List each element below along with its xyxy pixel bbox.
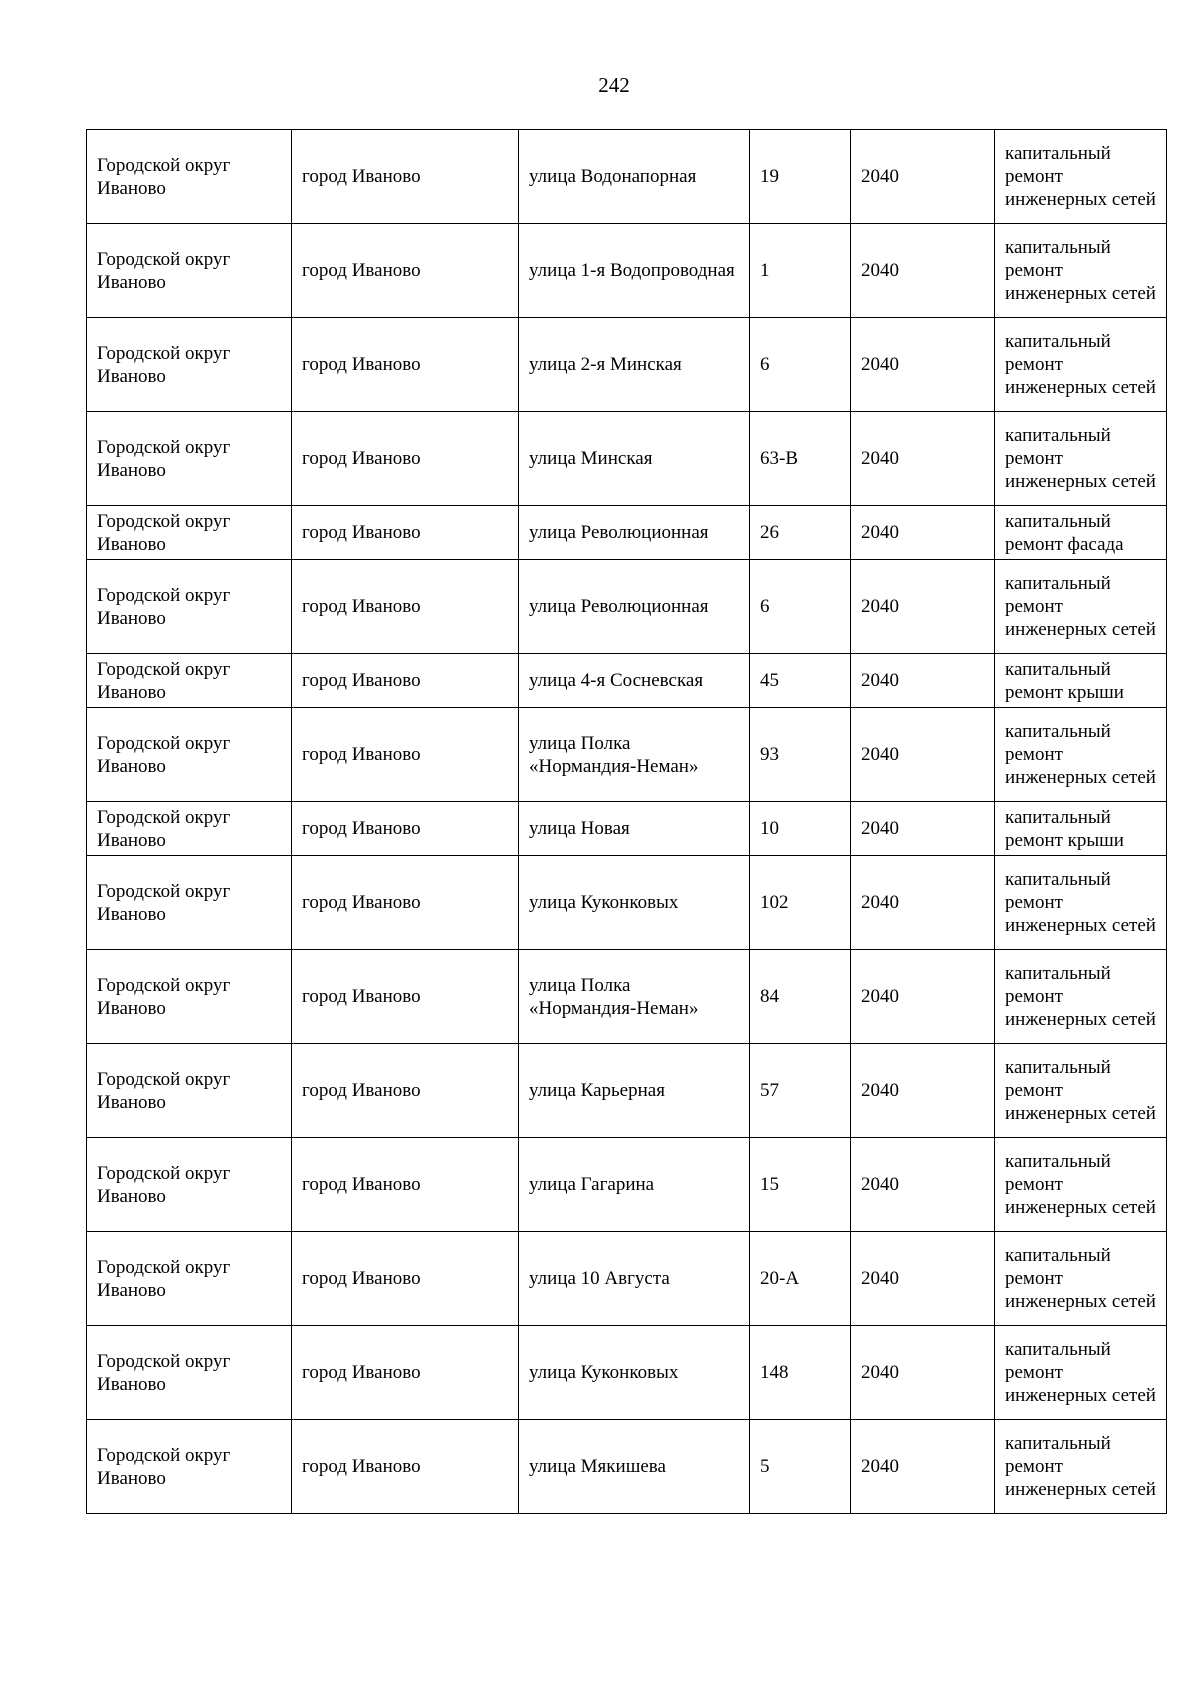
cell-district: Городской округ Иваново bbox=[87, 318, 292, 412]
table-row bbox=[87, 506, 1167, 560]
cell-district: Городской округ Иваново bbox=[87, 412, 292, 506]
cell-year: 2040 bbox=[851, 506, 995, 560]
cell-work: капитальный ремонт крыши bbox=[995, 802, 1167, 856]
cell-district: Городской округ Иваново bbox=[87, 1138, 292, 1232]
cell-city: город Иваново bbox=[292, 802, 519, 856]
cell-street: улица 1-я Водопроводная bbox=[519, 224, 750, 318]
page-number: 242 bbox=[598, 73, 630, 97]
cell-year: 2040 bbox=[851, 1326, 995, 1420]
table-row bbox=[87, 560, 1167, 654]
cell-street: улица Революционная bbox=[519, 560, 750, 654]
cell-work: капитальный ремонт инженерных сетей bbox=[995, 130, 1167, 224]
cell-district: Городской округ Иваново bbox=[87, 560, 292, 654]
cell-street: улица Карьерная bbox=[519, 1044, 750, 1138]
cell-year: 2040 bbox=[851, 856, 995, 950]
cell-work: капитальный ремонт фасада bbox=[995, 506, 1167, 560]
cell-work: капитальный ремонт инженерных сетей bbox=[995, 412, 1167, 506]
table-row bbox=[87, 130, 1167, 224]
cell-work: капитальный ремонт инженерных сетей bbox=[995, 856, 1167, 950]
table-row bbox=[87, 1420, 1167, 1514]
table-row bbox=[87, 412, 1167, 506]
cell-work: капитальный ремонт инженерных сетей bbox=[995, 224, 1167, 318]
cell-district: Городской округ Иваново bbox=[87, 708, 292, 802]
cell-year: 2040 bbox=[851, 1420, 995, 1514]
cell-year: 2040 bbox=[851, 412, 995, 506]
cell-year: 2040 bbox=[851, 1138, 995, 1232]
table-row bbox=[87, 1326, 1167, 1420]
cell-work: капитальный ремонт крыши bbox=[995, 654, 1167, 708]
table-row bbox=[87, 224, 1167, 318]
cell-street: улица 4-я Сосневская bbox=[519, 654, 750, 708]
cell-city: город Иваново bbox=[292, 412, 519, 506]
cell-city: город Иваново bbox=[292, 856, 519, 950]
cell-year: 2040 bbox=[851, 1232, 995, 1326]
cell-house: 5 bbox=[750, 1420, 851, 1514]
cell-street: улица Революционная bbox=[519, 506, 750, 560]
cell-work: капитальный ремонт инженерных сетей bbox=[995, 1420, 1167, 1514]
cell-city: город Иваново bbox=[292, 654, 519, 708]
cell-district: Городской округ Иваново bbox=[87, 1044, 292, 1138]
housing-repair-table bbox=[86, 129, 1167, 1514]
cell-house: 15 bbox=[750, 1138, 851, 1232]
cell-house: 63-В bbox=[750, 412, 851, 506]
cell-house: 102 bbox=[750, 856, 851, 950]
cell-city: город Иваново bbox=[292, 318, 519, 412]
cell-work: капитальный ремонт инженерных сетей bbox=[995, 708, 1167, 802]
cell-year: 2040 bbox=[851, 130, 995, 224]
cell-street: улица Мякишева bbox=[519, 1420, 750, 1514]
cell-city: город Иваново bbox=[292, 560, 519, 654]
cell-district: Городской округ Иваново bbox=[87, 802, 292, 856]
cell-house: 57 bbox=[750, 1044, 851, 1138]
cell-street: улица Куконковых bbox=[519, 1326, 750, 1420]
cell-street: улица Новая bbox=[519, 802, 750, 856]
table-row bbox=[87, 802, 1167, 856]
cell-year: 2040 bbox=[851, 950, 995, 1044]
cell-street: улица Полка «Нормандия-Неман» bbox=[519, 950, 750, 1044]
cell-house: 84 bbox=[750, 950, 851, 1044]
cell-house: 10 bbox=[750, 802, 851, 856]
cell-work: капитальный ремонт инженерных сетей bbox=[995, 1326, 1167, 1420]
cell-city: город Иваново bbox=[292, 1044, 519, 1138]
cell-street: улица Гагарина bbox=[519, 1138, 750, 1232]
table-row bbox=[87, 1044, 1167, 1138]
cell-street: улица Полка «Нормандия-Неман» bbox=[519, 708, 750, 802]
cell-district: Городской округ Иваново bbox=[87, 1326, 292, 1420]
cell-district: Городской округ Иваново bbox=[87, 130, 292, 224]
cell-district: Городской округ Иваново bbox=[87, 1232, 292, 1326]
cell-city: город Иваново bbox=[292, 950, 519, 1044]
cell-year: 2040 bbox=[851, 224, 995, 318]
cell-street: улица 2-я Минская bbox=[519, 318, 750, 412]
table-row bbox=[87, 950, 1167, 1044]
cell-street: улица Водонапорная bbox=[519, 130, 750, 224]
table-row bbox=[87, 856, 1167, 950]
cell-city: город Иваново bbox=[292, 1326, 519, 1420]
cell-city: город Иваново bbox=[292, 708, 519, 802]
cell-work: капитальный ремонт инженерных сетей bbox=[995, 1232, 1167, 1326]
table-row bbox=[87, 708, 1167, 802]
table-row bbox=[87, 654, 1167, 708]
cell-street: улица Минская bbox=[519, 412, 750, 506]
cell-house: 6 bbox=[750, 318, 851, 412]
cell-district: Городской округ Иваново bbox=[87, 856, 292, 950]
cell-district: Городской округ Иваново bbox=[87, 506, 292, 560]
table-row bbox=[87, 1232, 1167, 1326]
cell-street: улица 10 Августа bbox=[519, 1232, 750, 1326]
cell-street: улица Куконковых bbox=[519, 856, 750, 950]
cell-city: город Иваново bbox=[292, 506, 519, 560]
cell-house: 26 bbox=[750, 506, 851, 560]
cell-house: 93 bbox=[750, 708, 851, 802]
cell-district: Городской округ Иваново bbox=[87, 950, 292, 1044]
cell-house: 1 bbox=[750, 224, 851, 318]
cell-year: 2040 bbox=[851, 654, 995, 708]
cell-city: город Иваново bbox=[292, 1420, 519, 1514]
cell-city: город Иваново bbox=[292, 1138, 519, 1232]
cell-house: 19 bbox=[750, 130, 851, 224]
cell-work: капитальный ремонт инженерных сетей bbox=[995, 1138, 1167, 1232]
table-row bbox=[87, 318, 1167, 412]
cell-year: 2040 bbox=[851, 708, 995, 802]
cell-city: город Иваново bbox=[292, 1232, 519, 1326]
cell-year: 2040 bbox=[851, 802, 995, 856]
cell-year: 2040 bbox=[851, 560, 995, 654]
table-row bbox=[87, 1138, 1167, 1232]
cell-city: город Иваново bbox=[292, 224, 519, 318]
cell-district: Городской округ Иваново bbox=[87, 224, 292, 318]
cell-city: город Иваново bbox=[292, 130, 519, 224]
cell-district: Городской округ Иваново bbox=[87, 654, 292, 708]
table-body bbox=[87, 130, 1167, 1514]
cell-work: капитальный ремонт инженерных сетей bbox=[995, 318, 1167, 412]
cell-house: 6 bbox=[750, 560, 851, 654]
cell-work: капитальный ремонт инженерных сетей bbox=[995, 1044, 1167, 1138]
cell-house: 148 bbox=[750, 1326, 851, 1420]
cell-district: Городской округ Иваново bbox=[87, 1420, 292, 1514]
cell-work: капитальный ремонт инженерных сетей bbox=[995, 950, 1167, 1044]
cell-house: 45 bbox=[750, 654, 851, 708]
cell-year: 2040 bbox=[851, 318, 995, 412]
cell-house: 20-А bbox=[750, 1232, 851, 1326]
cell-work: капитальный ремонт инженерных сетей bbox=[995, 560, 1167, 654]
cell-year: 2040 bbox=[851, 1044, 995, 1138]
